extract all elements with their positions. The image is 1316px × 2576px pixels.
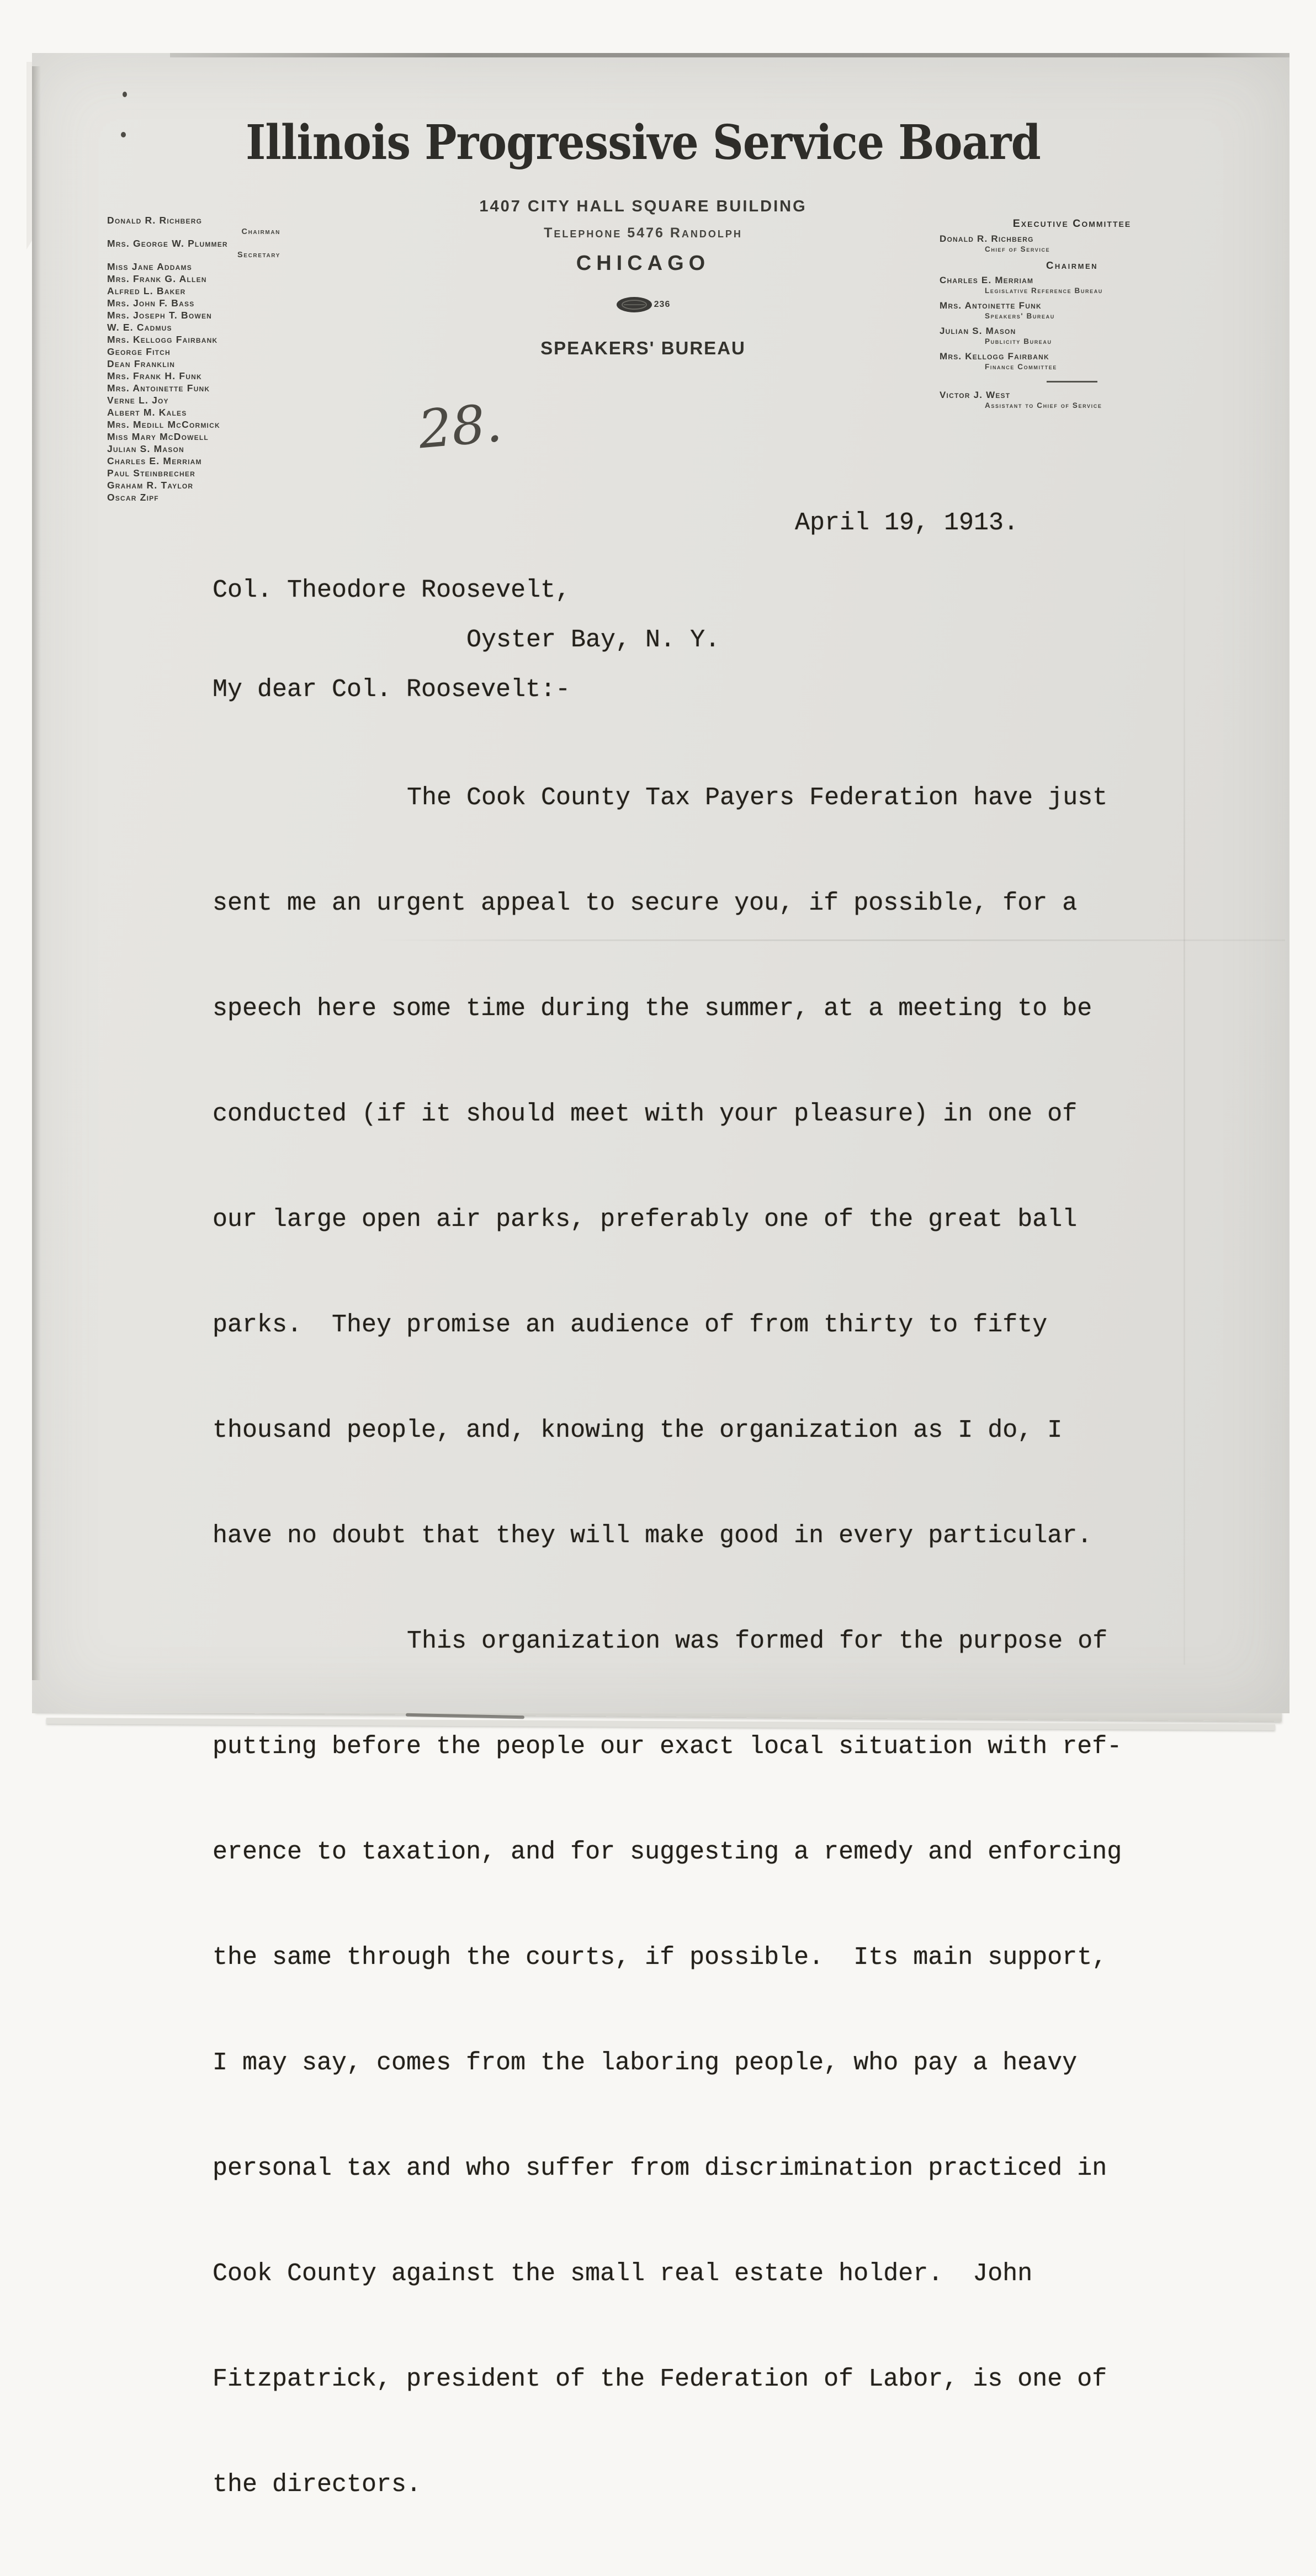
committee-entry: [932, 300, 1212, 321]
board-member: George Fitch: [107, 346, 171, 357]
board-member: Miss Mary McDowell: [107, 431, 209, 442]
body-line: the same through the courts, if possible. Its main support,: [213, 1943, 1107, 1972]
letter-body: [213, 727, 1184, 2576]
board-members-list: [107, 214, 297, 503]
board-member: Julian S. Mason: [107, 443, 184, 454]
committee-member: Mrs. Antoinette Funk: [940, 300, 1042, 311]
committee-divider: [1047, 381, 1097, 383]
committee-member: Julian S. Mason: [940, 326, 1016, 336]
body-line: personal tax and who suffer from discrimination practiced in: [213, 2154, 1107, 2182]
scan-speckle: [123, 92, 127, 97]
executive-committee-header: Executive Committee: [1012, 217, 1132, 230]
handwritten-number: 28.: [416, 392, 505, 461]
salutation: My dear Col. Roosevelt:-: [213, 676, 571, 704]
board-member: W. E. Cadmus: [107, 322, 172, 333]
board-member: Verne L. Joy: [107, 395, 169, 406]
board-member: Mrs. Kellogg Fairbank: [107, 334, 218, 345]
department-name: SPEAKERS' BUREAU: [540, 338, 746, 358]
body-line: conducted (if it should meet with your pleasure) in one of: [213, 1100, 1078, 1128]
union-bug-number: 236: [654, 300, 671, 309]
committee-member: Charles E. Merriam: [940, 275, 1034, 285]
board-member: Charles E. Merriam: [107, 455, 202, 466]
body-line: Cook County against the small real estate holder. John: [213, 2260, 1033, 2288]
board-member: Mrs. Medill McCormick: [107, 419, 220, 430]
recipient-name: Col. Theodore Roosevelt,: [213, 576, 571, 604]
committee-member-role: Finance Committee: [985, 363, 1057, 371]
board-member: Mrs. George W. Plummer: [107, 238, 228, 249]
committee-entry: [932, 350, 1212, 372]
committee-member: Donald R. Richberg: [940, 233, 1034, 244]
committee-member-role: Chief of Service: [985, 245, 1050, 253]
committee-member-role: Legislative Reference Bureau: [985, 286, 1103, 295]
chairmen-subheader: Chairmen: [1046, 259, 1099, 271]
recipient-address: Oyster Bay, N. Y.: [466, 626, 720, 654]
body-line: our large open air parks, preferably one of the great ball: [213, 1205, 1078, 1234]
org-title: Illinois Progressive Service Board: [246, 115, 1041, 171]
committee-member: Victor J. West: [940, 390, 1011, 400]
body-line: putting before the people our exact local situation with ref-: [213, 1733, 1122, 1761]
board-member: Albert M. Kales: [107, 407, 187, 418]
committee-member-role: Speakers' Bureau: [985, 312, 1055, 320]
board-member: Graham R. Taylor: [107, 480, 194, 491]
body-line: parks. They promise an audience of from thirty to fifty: [213, 1311, 1048, 1339]
board-member-role: Secretary: [237, 251, 280, 259]
committee-member: Mrs. Kellogg Fairbank: [940, 351, 1049, 362]
committee-entry: [932, 274, 1212, 296]
committee-member-role: Assistant to Chief of Service: [985, 401, 1102, 410]
org-telephone: Telephone 5476 Randolph: [544, 225, 742, 241]
board-member: Oscar Zipf: [107, 492, 159, 503]
committee-entry: [932, 233, 1212, 254]
board-member: Miss Jane Addams: [107, 261, 192, 272]
executive-committee: [932, 217, 1212, 415]
org-address: 1407 CITY HALL SQUARE BUILDING: [479, 198, 807, 215]
body-line: erence to taxation, and for suggesting a remedy and enforcing: [213, 1838, 1122, 1866]
board-member: Mrs. Antoinette Funk: [107, 383, 210, 394]
body-line: have no doubt that they will make good in every particular.: [213, 1522, 1092, 1550]
union-bug-icon: [616, 296, 652, 314]
body-line: I may say, comes from the laboring people, who pay a heavy: [213, 2049, 1078, 2077]
board-member: Alfred L. Baker: [107, 285, 186, 296]
board-member: Dean Franklin: [107, 358, 176, 369]
body-line: sent me an urgent appeal to secure you, if possible, for a: [213, 889, 1078, 917]
board-member-role: Chairman: [241, 227, 280, 236]
committee-entry: [932, 389, 1212, 411]
body-line: speech here some time during the summer, at a meeting to be: [213, 995, 1092, 1023]
body-line: This organization was formed for the purpose of: [407, 1627, 1108, 1655]
board-member: Mrs. Joseph T. Bowen: [107, 310, 213, 321]
board-member: Mrs. Frank H. Funk: [107, 370, 202, 381]
committee-entry: [932, 325, 1212, 347]
board-member: Donald R. Richberg: [107, 215, 203, 226]
body-line: The Cook County Tax Payers Federation have just: [407, 784, 1108, 812]
body-line: Fitzpatrick, president of the Federation of Labor, is one of: [213, 2365, 1107, 2393]
body-line: the directors.: [213, 2471, 422, 2499]
board-member: Mrs. John F. Bass: [107, 298, 195, 309]
letter-date: April 19, 1913.: [795, 509, 1019, 537]
body-line: thousand people, and, knowing the organization as I do, I: [213, 1416, 1063, 1444]
org-city: CHICAGO: [576, 252, 710, 275]
committee-member-role: Publicity Bureau: [985, 337, 1052, 346]
letter-paper: [32, 53, 1290, 2499]
board-member: Mrs. Frank G. Allen: [107, 273, 207, 284]
board-member: Paul Steinbrecher: [107, 468, 195, 479]
